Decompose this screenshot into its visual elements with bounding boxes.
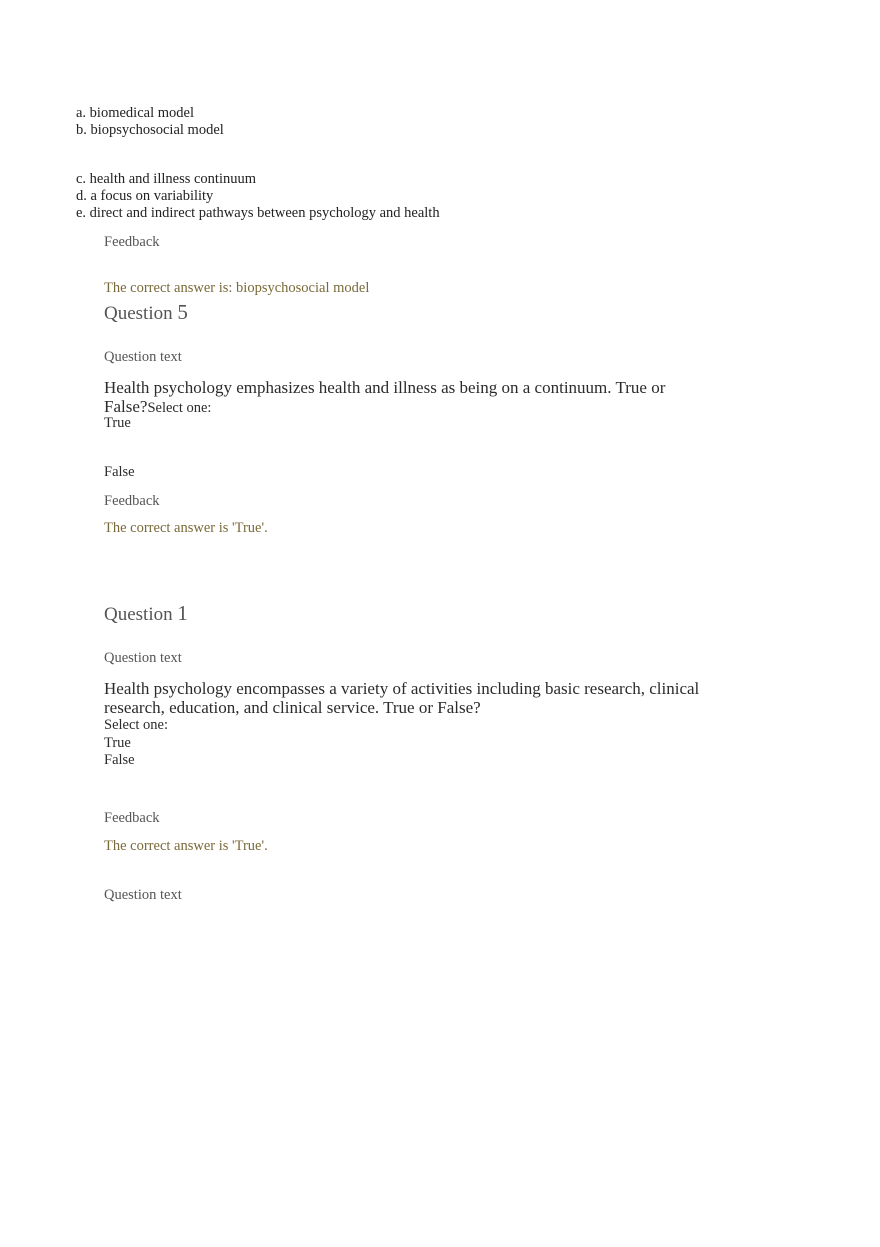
q5-question-text (104, 378, 704, 418)
q1-question-text: Health psychology encompasses a variety of activities including basic research, clinical research, education, and clinical service. True or False? (104, 679, 700, 717)
q5-correct-answer: The correct answer is 'True'. (104, 520, 268, 536)
option-b[interactable]: b. biopsychosocial model (76, 122, 224, 138)
q5-heading-word: Question (104, 303, 173, 324)
q5-choice-true[interactable]: True (104, 415, 131, 431)
next-question-text-label: Question text (104, 887, 182, 903)
q5-question-text-label: Question text (104, 349, 182, 365)
q1-correct-answer: The correct answer is 'True'. (104, 838, 268, 854)
q1-choice-false[interactable]: False (104, 752, 135, 768)
q5-question-body: Health psychology emphasizes health and illness as being on a continuum. True or False? (104, 378, 666, 416)
q5-feedback-label: Feedback (104, 493, 160, 509)
q1-heading-number: 1 (177, 601, 188, 625)
q4-feedback-label: Feedback (104, 234, 160, 250)
q1-question-text-label: Question text (104, 650, 182, 666)
q1-feedback-label: Feedback (104, 810, 160, 826)
q1-heading (104, 601, 188, 626)
q5-heading (104, 300, 188, 325)
q5-heading-number: 5 (177, 300, 188, 324)
option-d[interactable]: d. a focus on variability (76, 188, 214, 204)
q1-select-one: Select one: (104, 717, 169, 733)
q4-correct-answer: The correct answer is: biopsychosocial model (104, 280, 370, 296)
option-a[interactable]: a. biomedical model (76, 105, 194, 121)
option-e[interactable]: e. direct and indirect pathways between psychology and health (76, 205, 440, 221)
q1-choice-true[interactable]: True (104, 735, 131, 751)
q1-heading-word: Question (104, 604, 173, 625)
option-c[interactable]: c. health and illness continuum (76, 171, 257, 187)
q5-choice-false[interactable]: False (104, 464, 135, 480)
q5-select-one: Select one: (147, 400, 212, 416)
